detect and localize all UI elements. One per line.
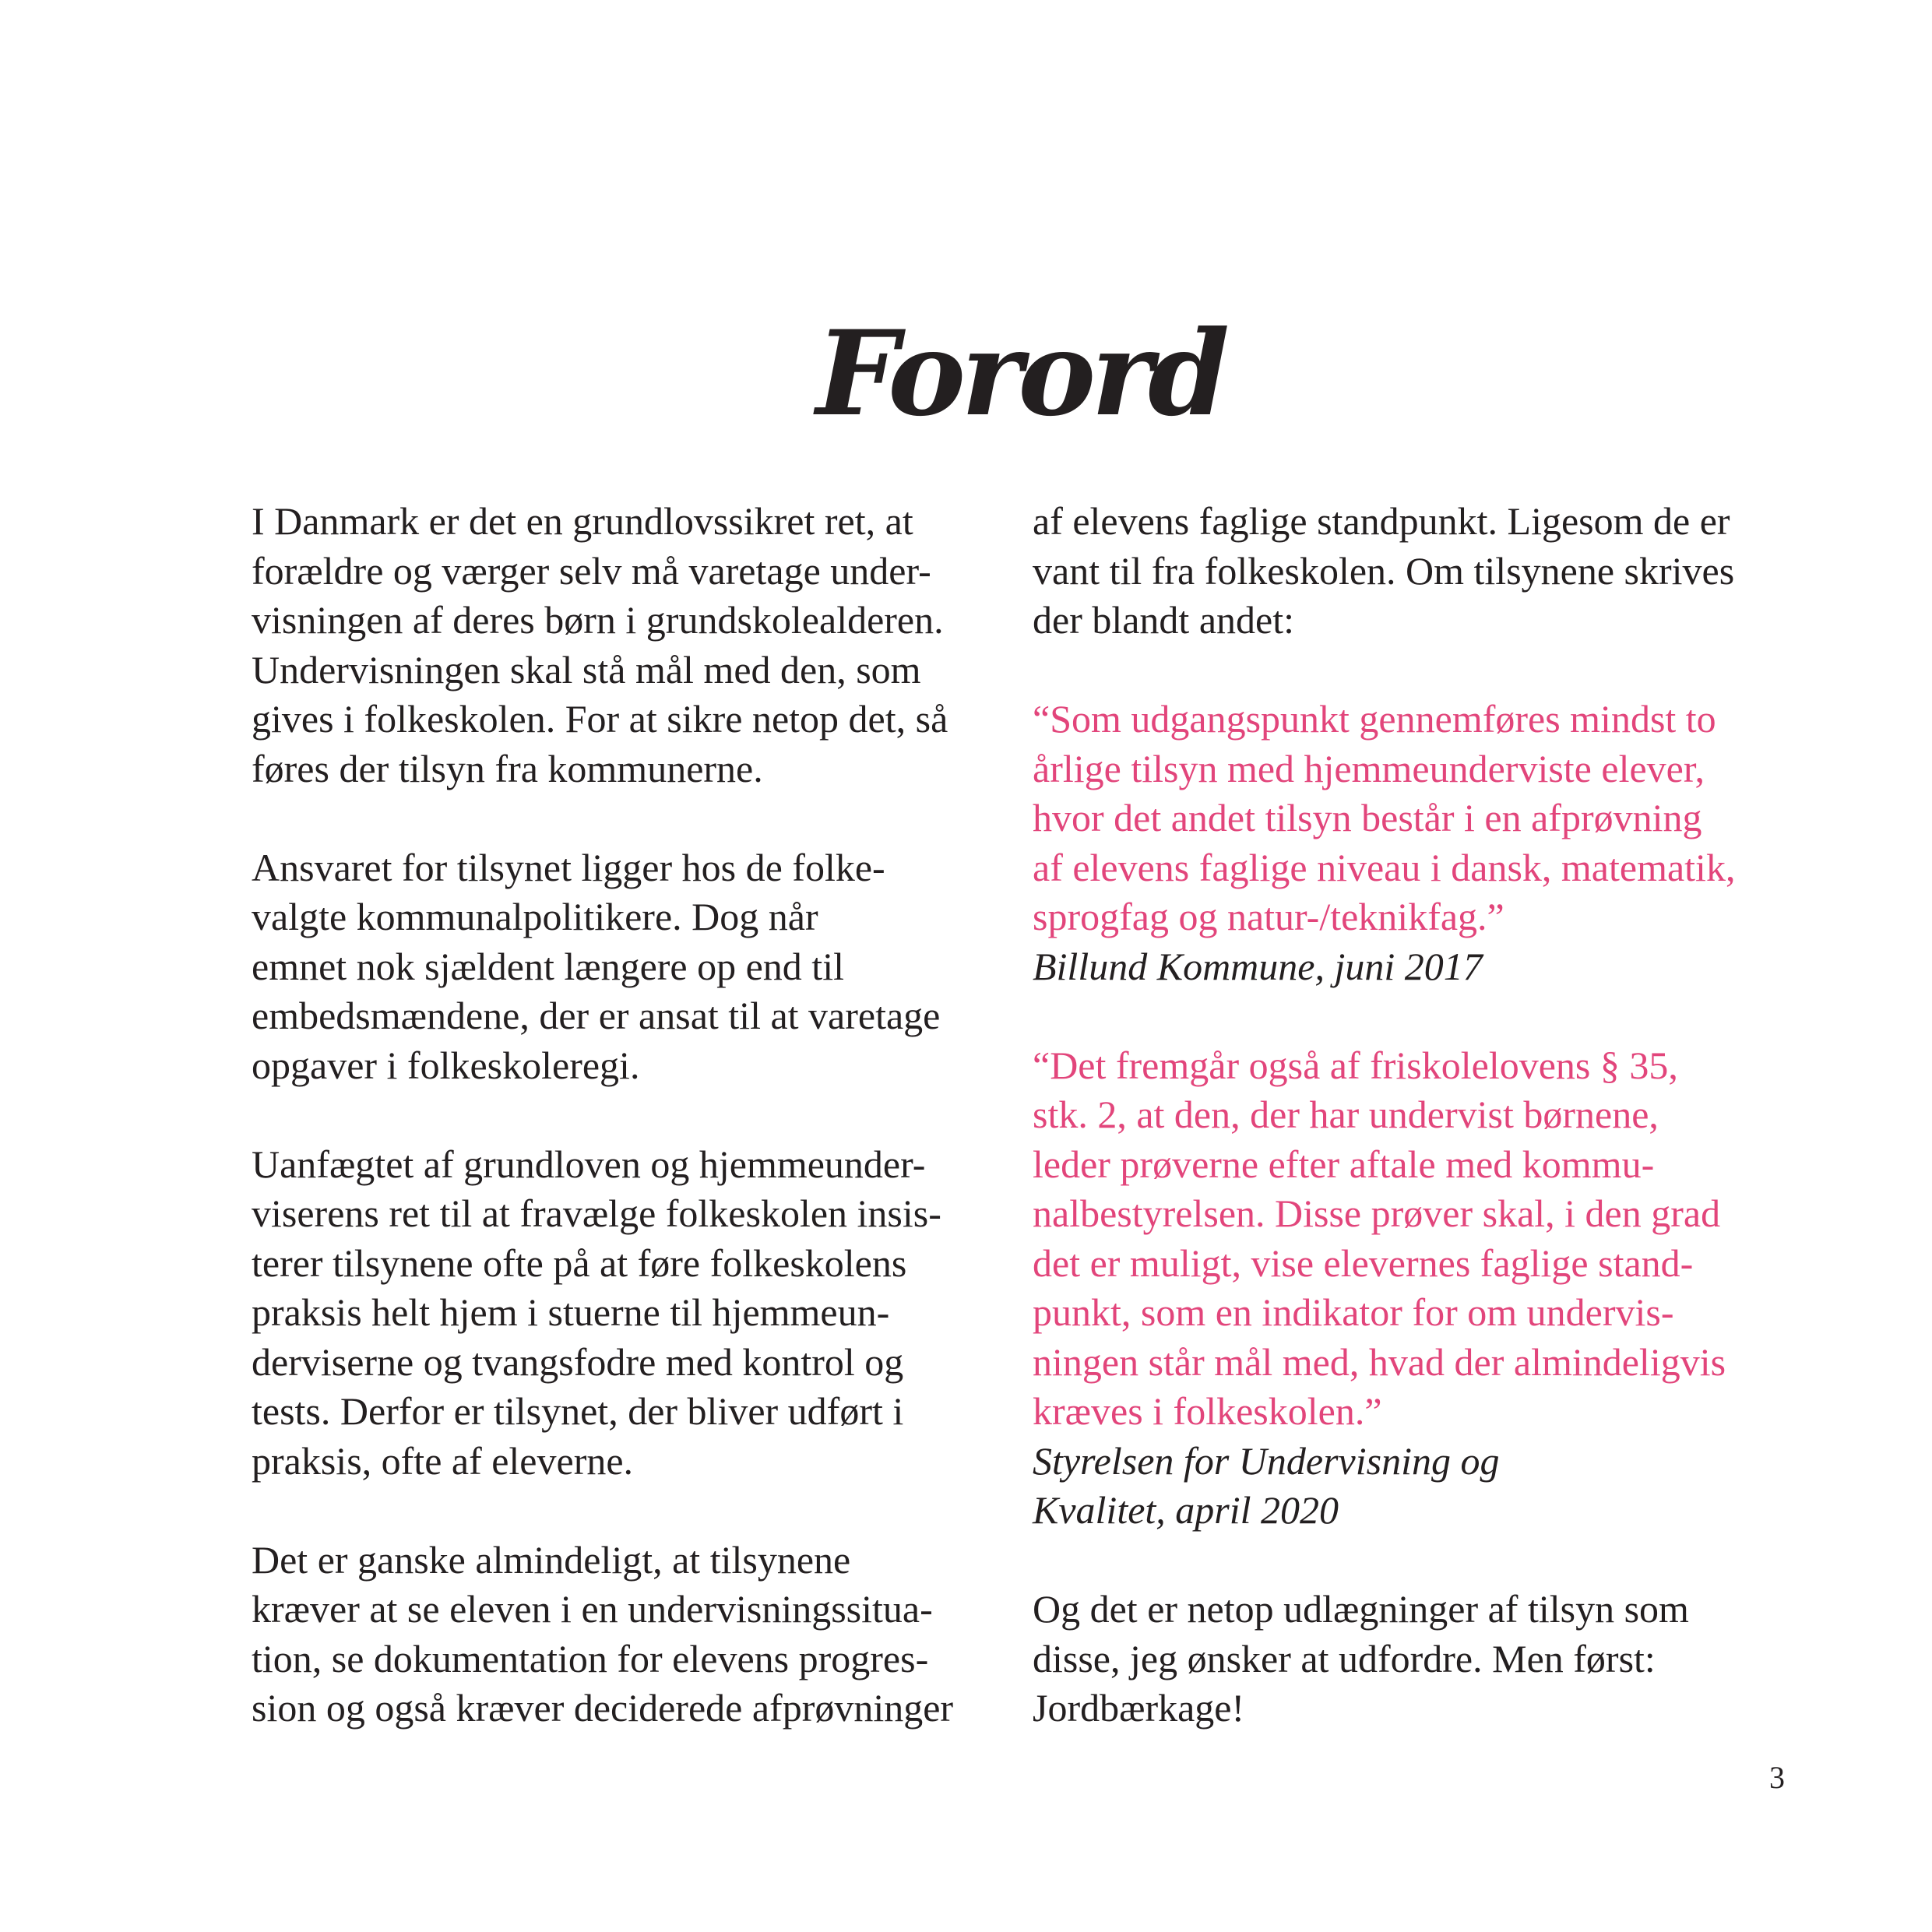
page-title: Forord — [815, 305, 1226, 442]
paragraph-1: I Danmark er det en grundlovssikret ret, at forældre og værger selv må varetage under- visningen af deres børn i grundskolealderen. Undervisningen skal stå mål med den, som gives i folkeskolen. For at sikre netop det, så føres der tilsyn fra kommunerne. — [252, 499, 948, 790]
paragraph-2: Ansvaret for tilsynet ligger hos de folke- valgte kommunalpolitikere. Dog når emnet nok sjældent længere op end til embedsmændene, der er ansat til at varetage opgaver i folkeskoleregi. — [252, 845, 941, 1087]
quote-source-styrelsen: Styrelsen for Undervisning og Kvalitet, april 2020 — [1033, 1438, 1500, 1532]
closing-paragraph: Og det er netop udlægninger af tilsyn som disse, jeg ønsker at udfordre. Men først: Jordbærkage! — [1033, 1587, 1689, 1730]
page-number: 3 — [1769, 1760, 1785, 1795]
intro-paragraph: af elevens faglige standpunkt. Ligesom de er vant til fra folkeskolen. Om tilsynene skrives der blandt andet: — [1033, 499, 1735, 642]
quote-source-billund: Billund Kommune, juni 2017 — [1033, 944, 1483, 988]
paragraph-3: Uanfægtet af grundloven og hjemmeunder- viserens ret til at fravælge folkeskolen insis- terer tilsynene ofte på at føre folkeskolens praksis helt hjem i stuerne til hjemmeun- derviserne og tvangsfodre med kontrol og tests. Derfor er tilsynet, der bliver udført i praksis, ofte af eleverne. — [252, 1142, 941, 1483]
right-column — [1033, 497, 1765, 1782]
quote-styrelsen: “Det fremgår også af friskolelovens § 35, stk. 2, at den, der har undervist børnene, leder prøverne efter aftale med kommu- nalbestyrelsen. Disse prøver skal, i den grad det er muligt, vise elevernes faglige stand- punkt, som en indikator for om undervis- ningen står mål med, hvad der almindeligvis kræves i folkeskolen.” — [1033, 1043, 1726, 1433]
left-column — [252, 497, 976, 1782]
paragraph-4: Det er ganske almindeligt, at tilsynene kræver at se eleven i en undervisningssitua- tion, se dokumentation for elevens progres- sion og også kræver deciderede afprøvninger — [252, 1537, 954, 1730]
quote-billund: “Som udgangspunkt gennemføres mindst to årlige tilsyn med hjemmeunderviste elever, hvor det andet tilsyn består i en afprøvning af elevens faglige niveau i dansk, matematik, sprogfag og natur-/teknikfag.” — [1033, 697, 1736, 938]
